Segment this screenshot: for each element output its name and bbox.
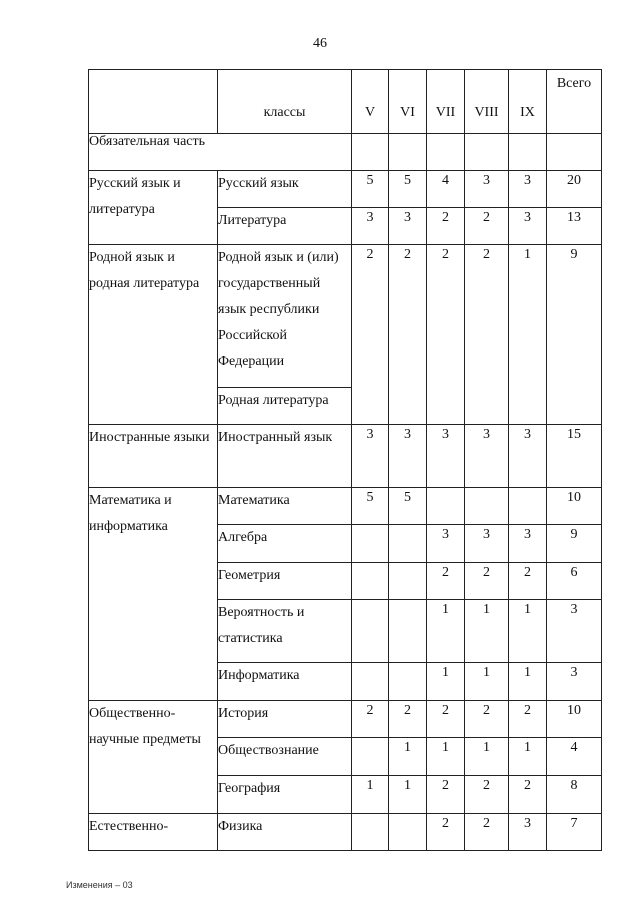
- hours-cell-ix: 2: [509, 776, 547, 814]
- hours-cell-vi: 3: [389, 208, 427, 245]
- table-row: [89, 701, 602, 738]
- total-hours-cell: 9: [547, 245, 602, 425]
- hours-cell-vii: 1: [427, 600, 465, 663]
- hours-cell-v: [352, 663, 389, 701]
- page-number: 46: [313, 36, 327, 51]
- hours-cell-vii: 2: [427, 814, 465, 851]
- hours-cell-vii: 3: [427, 525, 465, 563]
- subject-area-cell: Русский язык и литература: [89, 171, 218, 245]
- hours-cell-v: 1: [352, 776, 389, 814]
- subject-name-cell: Родной язык и (или) государственный язык республики Российской Федерации: [218, 245, 352, 388]
- section-empty-cell: [465, 134, 509, 171]
- subject-name-cell: Вероятность и статистика: [218, 600, 352, 663]
- hours-cell-ix: 3: [509, 208, 547, 245]
- table-row: [89, 814, 602, 851]
- subject-name-cell: Литература: [218, 208, 352, 245]
- hours-cell-vi: 2: [389, 701, 427, 738]
- grade-header-v: V: [352, 70, 389, 134]
- hours-cell-v: [352, 600, 389, 663]
- total-hours-cell: 9: [547, 525, 602, 563]
- subject-area-cell: Родной язык и родная литература: [89, 245, 218, 425]
- grade-header-ix: IX: [509, 70, 547, 134]
- hours-cell-vi: 5: [389, 171, 427, 208]
- hours-cell-ix: 3: [509, 814, 547, 851]
- hours-cell-viii: 1: [465, 738, 509, 776]
- table-row: [89, 245, 602, 388]
- subject-name-cell: Математика: [218, 488, 352, 525]
- total-hours-cell: 3: [547, 600, 602, 663]
- hours-cell-vii: [427, 488, 465, 525]
- hours-cell-ix: 2: [509, 563, 547, 600]
- section-row: [89, 134, 602, 171]
- hours-cell-ix: 1: [509, 663, 547, 701]
- hours-cell-viii: 2: [465, 208, 509, 245]
- hours-cell-ix: 2: [509, 701, 547, 738]
- subject-area-cell: Естественно-: [89, 814, 218, 851]
- hours-cell-viii: 2: [465, 563, 509, 600]
- header-empty-cell: [89, 70, 218, 134]
- grade-header-vi: VI: [389, 70, 427, 134]
- hours-cell-viii: 3: [465, 425, 509, 488]
- grade-header-vii: VII: [427, 70, 465, 134]
- section-empty-cell: [509, 134, 547, 171]
- hours-cell-ix: 1: [509, 245, 547, 425]
- hours-cell-v: 2: [352, 701, 389, 738]
- hours-cell-ix: 3: [509, 171, 547, 208]
- subject-name-cell: Алгебра: [218, 525, 352, 563]
- curriculum-table: [88, 69, 602, 851]
- footer-note: Изменения – 03: [66, 880, 133, 890]
- subject-area-cell: Иностранные языки: [89, 425, 218, 488]
- hours-cell-ix: 1: [509, 738, 547, 776]
- subject-name-cell: Иностранный язык: [218, 425, 352, 488]
- hours-cell-ix: [509, 488, 547, 525]
- classes-label: классы: [218, 70, 352, 134]
- hours-cell-vii: 2: [427, 776, 465, 814]
- hours-cell-vi: 1: [389, 738, 427, 776]
- hours-cell-vi: [389, 600, 427, 663]
- section-required-label: Обязательная часть: [89, 134, 352, 171]
- hours-cell-ix: 1: [509, 600, 547, 663]
- subject-name-cell: Родная литература: [218, 388, 352, 425]
- hours-cell-viii: 2: [465, 814, 509, 851]
- subject-name-cell: Информатика: [218, 663, 352, 701]
- header-row: [89, 70, 602, 134]
- subject-name-cell: Геометрия: [218, 563, 352, 600]
- total-hours-cell: 7: [547, 814, 602, 851]
- hours-cell-v: [352, 563, 389, 600]
- total-hours-cell: 3: [547, 663, 602, 701]
- total-header: Всего: [547, 70, 602, 134]
- hours-cell-vii: 1: [427, 663, 465, 701]
- hours-cell-v: [352, 814, 389, 851]
- total-hours-cell: 10: [547, 488, 602, 525]
- hours-cell-vii: 2: [427, 245, 465, 425]
- hours-cell-viii: 1: [465, 663, 509, 701]
- hours-cell-vii: 2: [427, 563, 465, 600]
- hours-cell-vi: [389, 525, 427, 563]
- total-hours-cell: 13: [547, 208, 602, 245]
- hours-cell-vii: 1: [427, 738, 465, 776]
- total-hours-cell: 8: [547, 776, 602, 814]
- section-empty-cell: [547, 134, 602, 171]
- hours-cell-v: 5: [352, 488, 389, 525]
- total-hours-cell: 10: [547, 701, 602, 738]
- hours-cell-v: [352, 738, 389, 776]
- total-hours-cell: 20: [547, 171, 602, 208]
- hours-cell-vi: 5: [389, 488, 427, 525]
- table-row: [89, 488, 602, 525]
- hours-cell-viii: 3: [465, 525, 509, 563]
- section-empty-cell: [427, 134, 465, 171]
- hours-cell-viii: 3: [465, 171, 509, 208]
- hours-cell-vii: 2: [427, 208, 465, 245]
- table-row: [89, 171, 602, 208]
- subject-name-cell: История: [218, 701, 352, 738]
- hours-cell-vi: 3: [389, 425, 427, 488]
- hours-cell-vi: [389, 663, 427, 701]
- hours-cell-vi: 2: [389, 245, 427, 425]
- subject-area-cell: Общественно-научные предметы: [89, 701, 218, 814]
- hours-cell-v: 2: [352, 245, 389, 425]
- hours-cell-vii: 3: [427, 425, 465, 488]
- hours-cell-viii: 2: [465, 245, 509, 425]
- section-empty-cell: [352, 134, 389, 171]
- hours-cell-v: 5: [352, 171, 389, 208]
- grade-header-viii: VIII: [465, 70, 509, 134]
- total-hours-cell: 15: [547, 425, 602, 488]
- hours-cell-ix: 3: [509, 525, 547, 563]
- hours-cell-v: 3: [352, 425, 389, 488]
- hours-cell-vii: 2: [427, 701, 465, 738]
- hours-cell-v: [352, 525, 389, 563]
- section-empty-cell: [389, 134, 427, 171]
- hours-cell-viii: 2: [465, 701, 509, 738]
- total-hours-cell: 4: [547, 738, 602, 776]
- subject-name-cell: Обществознание: [218, 738, 352, 776]
- hours-cell-vi: 1: [389, 776, 427, 814]
- hours-cell-viii: 1: [465, 600, 509, 663]
- subject-name-cell: Физика: [218, 814, 352, 851]
- hours-cell-vi: [389, 814, 427, 851]
- hours-cell-vi: [389, 563, 427, 600]
- hours-cell-viii: 2: [465, 776, 509, 814]
- total-hours-cell: 6: [547, 563, 602, 600]
- hours-cell-vii: 4: [427, 171, 465, 208]
- table-row: [89, 425, 602, 488]
- hours-cell-viii: [465, 488, 509, 525]
- subject-name-cell: География: [218, 776, 352, 814]
- table-body: [89, 70, 602, 851]
- hours-cell-ix: 3: [509, 425, 547, 488]
- subject-area-cell: Математика и информатика: [89, 488, 218, 701]
- hours-cell-v: 3: [352, 208, 389, 245]
- subject-name-cell: Русский язык: [218, 171, 352, 208]
